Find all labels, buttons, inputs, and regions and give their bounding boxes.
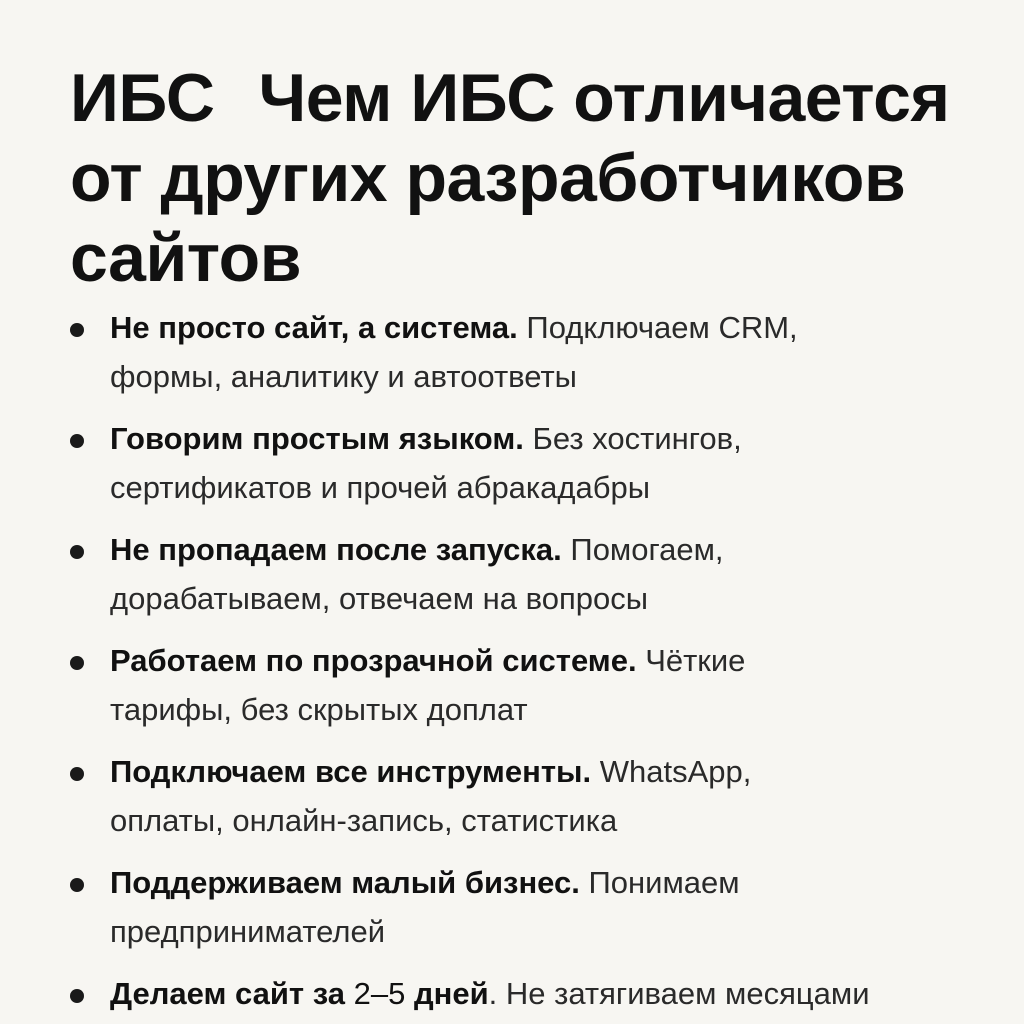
list-item-description-continued: сертификатов и прочей абракадабры: [110, 470, 651, 505]
list-item-description: Понимаем: [588, 865, 740, 900]
list-item-lead: Поддерживаем малый бизнес.: [110, 865, 580, 900]
bullet-icon: [70, 434, 84, 448]
list-item-lead: Говорим простым языком.: [110, 421, 524, 456]
list-item-description: WhatsApp,: [599, 754, 752, 789]
list-item-lead: Подключаем все инструменты.: [110, 754, 592, 789]
list-item-lead-number: 2–5: [353, 976, 406, 1011]
title-text: Чем ИБС отличается от других разработчиков сайтов: [70, 60, 950, 296]
list-item-text: Делаем сайт за 2–5 дней. Не затягиваем месяцами: [110, 976, 870, 1011]
list-item-description-continued: предпринимателей: [110, 914, 386, 949]
list-item-description: Без хостингов,: [532, 421, 742, 456]
bullet-icon: [70, 989, 84, 1003]
list-item-lead: Не пропадаем после запуска.: [110, 532, 562, 567]
brand-name: ИБС: [70, 60, 215, 136]
list-item-description-continued: тарифы, без скрытых доплат: [110, 692, 528, 727]
list-item-text: [110, 525, 1024, 623]
list-item-lead: [110, 976, 489, 1011]
list-item-description: Чёткие: [645, 643, 746, 678]
list-item-lead-start: Делаем сайт за: [110, 976, 345, 1011]
list-item-text: [110, 303, 1024, 401]
list-item-text: [110, 414, 1024, 512]
list-item-text: [110, 636, 1024, 734]
bullet-icon: [70, 878, 84, 892]
list-item-lead: Не просто сайт, а система.: [110, 310, 518, 345]
list-item-description-continued: оплаты, онлайн-запись, статистика: [110, 803, 618, 838]
bullet-icon: [70, 767, 84, 781]
list-item-text: [110, 858, 1024, 956]
bullet-icon: [70, 656, 84, 670]
list-item-lead-end: дней: [413, 976, 489, 1011]
list-item-description-continued: дорабатываем, отвечаем на вопросы: [110, 581, 649, 616]
list-item-description: Не затягиваем месяцами: [505, 976, 870, 1011]
list-item-lead: Работаем по прозрачной системе.: [110, 643, 637, 678]
list-item-description: Помогаем,: [570, 532, 724, 567]
list-item-description-continued: формы, аналитику и автоответы: [110, 359, 577, 394]
list-item-description: Подключаем CRM,: [526, 310, 798, 345]
bullet-icon: [70, 323, 84, 337]
bullet-icon: [70, 545, 84, 559]
list-item-text: [110, 747, 1024, 845]
